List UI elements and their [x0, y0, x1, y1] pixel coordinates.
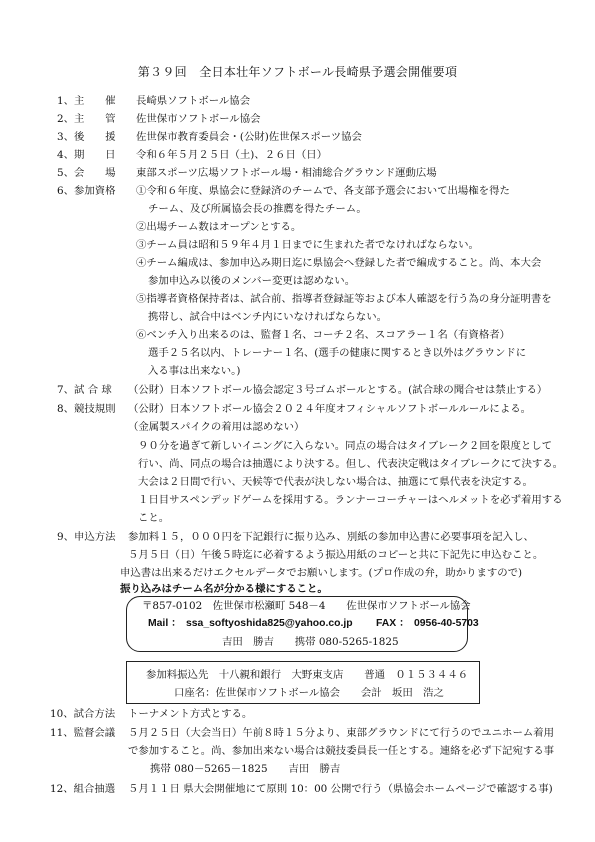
- mail-address-link[interactable]: ssa_softyoshida825@yahoo.co.jp: [186, 618, 353, 629]
- item-11-line: で参加すること。尚、参加出来ない場合は競技委員長一任とする。連絡を必ず下記宛する事: [128, 745, 555, 757]
- item-8-line: １日目サスペンデッドゲームを採用する。ランナーコーチャーはヘルメットを必ず着用する: [138, 494, 563, 506]
- item-6-line: ⑤指導者資格保持者は、試合前、指導者登録証等および本人確認を行う為の身分証明書を: [136, 293, 552, 305]
- item-9-label: 9、申込方法: [57, 531, 116, 543]
- item-8-line: こと。: [138, 512, 170, 524]
- item-7-label: 7、試 合 球: [57, 384, 112, 396]
- item-8-line: 大会は２日間で行い、天候等で代表が決しない場合は、抽選にて県代表を決定する。: [138, 476, 533, 488]
- item-4-label: 4、期 日: [57, 149, 116, 161]
- item-12-text: ５月１１日 県大会開催地にて原則 10：00 公開で行う（県協会ホームページで確認する事): [128, 783, 553, 795]
- item-11-line: ５月２５日（大会当日）午前８時１５分より、東部グラウンドにて行うのでユニホーム着用: [128, 727, 555, 739]
- item-8-line: ９０分を過ぎて新しいイニングに入らない。同点の場合はタイブレーク２回を限度として: [138, 440, 553, 452]
- item-6-line: ①令和６年度、県協会に登録済のチームで、各支部予選会において出場権を得た: [136, 185, 510, 197]
- item-3-label: 3、後 援: [57, 131, 116, 143]
- item-6-label: 6、参加資格: [57, 185, 116, 197]
- contact-person: 吉田 勝吉 携帯 080-5265-1825: [222, 636, 399, 648]
- bank-line-1: 参加料振込先 十八親和銀行 大野東支店 普通 ０１５３４４６: [146, 669, 469, 681]
- item-6-line: 携帯し、試合中はベンチ内にいなければならない。: [148, 311, 387, 323]
- item-6-line: ④チーム編成は、参加申込み期日迄に県協会へ登録した者で編成すること。尚、本大会: [136, 257, 542, 269]
- item-6-line: チーム、及び所属協会長の推薦を得たチーム。: [148, 203, 367, 215]
- item-8-line: 行い、尚、同点の場合は抽選により決する。但し、代表決定戦はタイブレークにて決する。: [138, 458, 564, 470]
- fax-number: 0956-40-5703: [414, 618, 479, 629]
- item-11-label: 11、監督会議: [50, 727, 116, 739]
- item-8-line: （金属製スパイクの着用は認めない）: [128, 421, 305, 433]
- item-5-text: 東部スポーツ広場ソフトボール場・相浦総合グラウンド運動広場: [136, 167, 437, 179]
- item-10-label: 10、試合方法: [50, 708, 116, 720]
- item-6-line: 入る事は出来ない。): [148, 365, 241, 377]
- item-6-line: ③チーム員は昭和５９年４月１日までに生まれた者でなければならない。: [136, 239, 479, 251]
- item-11-line: 携帯 080－5265－1825 吉田 勝吉: [150, 763, 341, 775]
- bank-line-2: 口座名：佐世保市ソフトボール協会 会計 坂田 浩之: [174, 687, 444, 699]
- item-9-line: 参加料１５，０００円を下記銀行に振り込み、別紙の参加申込書に必要事項を記入し、: [128, 531, 534, 543]
- item-10-text: トーナメント方式とする。: [128, 708, 253, 720]
- mail-label: Mail ：: [148, 618, 182, 629]
- item-2-label: 2、主 管: [57, 113, 116, 125]
- item-6-line: ⑥ベンチ入り出来るのは、監督１名、コーチ２名、スコアラー１名（有資格者）: [136, 329, 511, 341]
- item-6-line: 選手２５名以内、トレーナー１名、(選手の健康に関するとき以外はグラウンドに: [148, 347, 527, 359]
- item-7-text: （公財）日本ソフトボール協会認定３号ゴムボールとする。(試合球の聞合せは禁止する）: [128, 384, 548, 396]
- item-2-text: 佐世保市ソフトボール協会: [136, 113, 261, 125]
- item-1-label: 1、主 催: [57, 95, 116, 107]
- item-8-label: 8、競技規則: [57, 403, 116, 415]
- item-4-text: 令和６年５月２５日（土)、２６日（日）: [136, 149, 328, 161]
- item-12-label: 12、組合抽選: [50, 783, 116, 795]
- item-9-line: 申込書は出来るだけエクセルデータでお願いします。(プロ作成の弁，助かりますので): [120, 567, 523, 579]
- fax-label: FAX ：: [376, 618, 410, 629]
- item-3-text: 佐世保市教育委員会・(公財)佐世保スポーツ協会: [136, 131, 362, 143]
- item-5-label: 5、会 場: [57, 167, 116, 179]
- item-9-bold-note: 振り込みはチーム名が分かる様にすること。: [120, 583, 328, 595]
- item-1-text: 長崎県ソフトボール協会: [136, 95, 251, 107]
- item-8-line: （公財）日本ソフトボール協会２０２４年度オフィシャルソフトボールルールによる。: [128, 403, 531, 415]
- contact-address: 〒857-0102 佐世保市松瀬町 548－4 佐世保市ソフトボール協会: [142, 600, 471, 612]
- item-9-line: ５月５日（日）午後５時迄に必着するよう振込用紙のコピーと共に下記先に申込むこと。: [128, 549, 544, 561]
- item-6-line: 参加申込み以後のメンバー変更は認めない。: [148, 275, 356, 287]
- document-title: 第３９回 全日本壮年ソフトボール長崎県予選会開催要項: [137, 65, 458, 79]
- item-6-line: ②出場チーム数はオープンとする。: [136, 221, 302, 233]
